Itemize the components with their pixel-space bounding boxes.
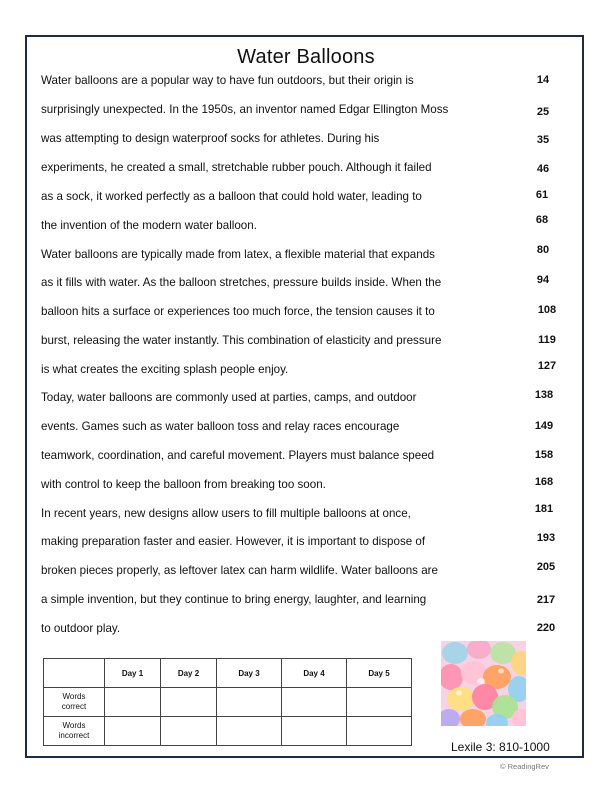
- word-count: 94: [536, 274, 550, 286]
- passage-line: making preparation faster and easier. However, it is important to dispose of: [41, 535, 426, 548]
- tracker-day-header: Day 2: [161, 659, 217, 688]
- passage-line: with control to keep the balloon from breaking too soon.: [41, 478, 326, 491]
- word-count: 149: [534, 420, 554, 432]
- passage-line: burst, releasing the water instantly. This combination of elasticity and pressure: [41, 334, 442, 347]
- tracker-input-cell[interactable]: [105, 688, 161, 717]
- word-count: 217: [536, 594, 556, 606]
- word-count: 25: [536, 106, 550, 118]
- tracker-corner-cell: [44, 659, 105, 688]
- passage-title: Water Balloons: [237, 46, 375, 68]
- passage-line: Water balloons are typically made from latex, a flexible material that expands: [41, 248, 435, 261]
- passage-line: broken pieces properly, as leftover latex can harm wildlife. Water balloons are: [41, 564, 438, 577]
- tracker-input-cell[interactable]: [347, 688, 412, 717]
- tracker-row-label-line: Words: [62, 692, 86, 701]
- passage-line: as a sock, it worked perfectly as a balloon that could hold water, leading to: [41, 190, 422, 203]
- word-count: 205: [536, 561, 556, 573]
- word-count: 158: [534, 449, 554, 461]
- tracker-row-label: [44, 717, 105, 746]
- word-count: 35: [536, 134, 550, 146]
- passage-line: a simple invention, but they continue to bring energy, laughter, and learning: [41, 593, 427, 606]
- passage-line: teamwork, coordination, and careful movement. Players must balance speed: [41, 449, 435, 462]
- tracker-input-cell[interactable]: [347, 717, 412, 746]
- passage-line: In recent years, new designs allow users to fill multiple balloons at once,: [41, 507, 411, 520]
- tracker-row-incorrect: [44, 717, 412, 746]
- passage-line: events. Games such as water balloon toss and relay races encourage: [41, 420, 400, 433]
- word-count: 108: [537, 304, 557, 316]
- word-count: 193: [536, 532, 556, 544]
- word-count: 181: [534, 503, 554, 515]
- tracker-day-header: Day 3: [217, 659, 282, 688]
- word-count: 80: [536, 244, 550, 256]
- tracker-row-label-line: Words: [62, 721, 86, 730]
- word-count: 168: [534, 476, 554, 488]
- tracker-row-label: [44, 688, 105, 717]
- word-count: 14: [536, 74, 550, 86]
- tracker-input-cell[interactable]: [105, 717, 161, 746]
- lexile-level: Lexile 3: 810-1000: [451, 740, 550, 754]
- passage-line: surprisingly unexpected. In the 1950s, an inventor named Edgar Ellington Moss: [41, 103, 449, 116]
- word-count: 119: [538, 334, 556, 346]
- word-count: 127: [537, 360, 557, 372]
- tracker-header-row: [44, 659, 412, 688]
- tracker-day-header: Day 5: [347, 659, 412, 688]
- passage-line: the invention of the modern water balloon.: [41, 219, 257, 232]
- tracker-row-correct: [44, 688, 412, 717]
- tracker-input-cell[interactable]: [161, 688, 217, 717]
- word-count: 61: [535, 189, 549, 201]
- tracker-input-cell[interactable]: [217, 688, 282, 717]
- passage-line: was attempting to design waterproof socks for athletes. During his: [41, 132, 380, 145]
- word-count: 68: [535, 214, 549, 226]
- tracker-input-cell[interactable]: [161, 717, 217, 746]
- fluency-tracker-table: [43, 658, 412, 746]
- word-count: 46: [536, 163, 550, 175]
- tracker-day-header: Day 4: [282, 659, 347, 688]
- tracker-input-cell[interactable]: [282, 717, 347, 746]
- word-count: 220: [536, 622, 556, 634]
- water-balloons-icon: [441, 641, 526, 726]
- passage-line: experiments, he created a small, stretchable rubber pouch. Although it failed: [41, 161, 432, 174]
- tracker-input-cell[interactable]: [282, 688, 347, 717]
- copyright-notice: © ReadingRev: [500, 762, 549, 771]
- tracker-day-header: Day 1: [105, 659, 161, 688]
- passage-line: is what creates the exciting splash people enjoy.: [41, 363, 289, 376]
- tracker-row-label-line: incorrect: [58, 731, 90, 740]
- tracker-row-label-line: correct: [61, 702, 87, 711]
- passage-line: balloon hits a surface or experiences too much force, the tension causes it to: [41, 305, 435, 318]
- tracker-input-cell[interactable]: [217, 717, 282, 746]
- passage-line: Today, water balloons are commonly used at parties, camps, and outdoor: [41, 391, 417, 404]
- passage-line: as it fills with water. As the balloon stretches, pressure builds inside. When the: [41, 276, 442, 289]
- water-balloons-photo: [441, 641, 526, 726]
- passage-line: Water balloons are a popular way to have fun outdoors, but their origin is: [41, 74, 414, 87]
- passage-line: to outdoor play.: [41, 622, 121, 635]
- word-count: 138: [534, 389, 554, 401]
